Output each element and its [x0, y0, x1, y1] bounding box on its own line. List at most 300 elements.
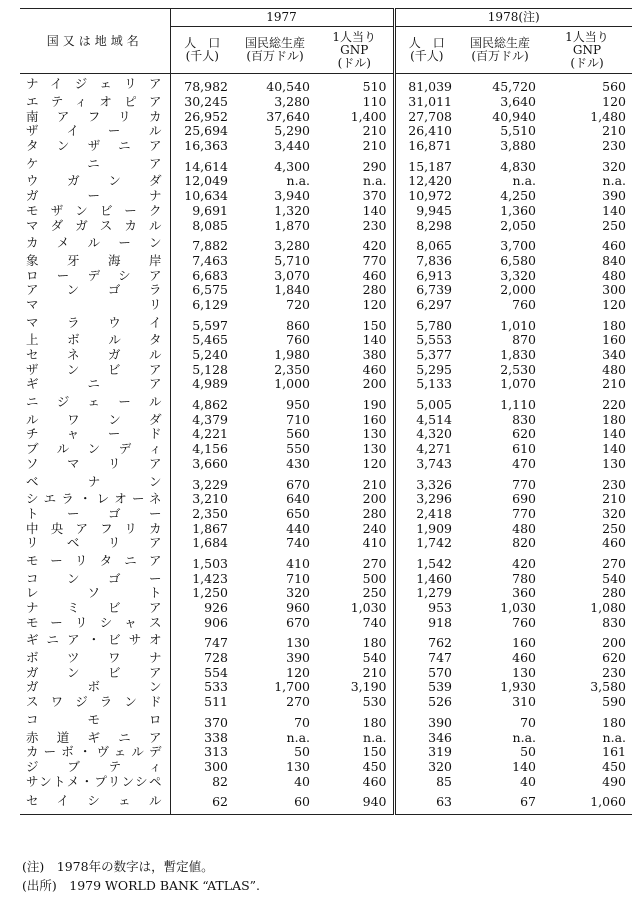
- gnp-1977-cell: 4,300: [274, 158, 310, 174]
- gnp-1978-cell: 770: [512, 476, 536, 492]
- table-row: [20, 442, 632, 457]
- country-name: トーゴー: [26, 505, 162, 521]
- per-capita-gnp-1978-cell: 480: [602, 267, 626, 283]
- gnp-1977-cell: 3,070: [274, 267, 310, 283]
- population-1977-cell: 554: [170, 665, 234, 680]
- population-1977-cell: 25,694: [170, 124, 234, 139]
- per-capita-gnp-1978-cell: 320: [602, 505, 626, 521]
- table-row: [20, 218, 632, 233]
- country-name: 赤道ギニア: [26, 729, 162, 745]
- population-1978-cell: 15,187: [394, 153, 458, 174]
- table-row: [20, 139, 632, 154]
- population-1978-cell: 5,377: [394, 348, 458, 363]
- population-1977-cell: 4,221: [170, 427, 234, 442]
- country-name: ニジェール: [26, 394, 162, 410]
- gnp-1978-cell: 4,830: [500, 158, 536, 174]
- country-name: コモロ: [26, 711, 162, 727]
- per-capita-gnp-1978-cell: 160: [602, 332, 626, 348]
- gnp-1978-cell: 760: [512, 296, 536, 312]
- population-1978-cell: 8,298: [394, 218, 458, 233]
- per-capita-gnp-1977-cell: 120: [362, 296, 387, 312]
- population-1978-cell: 81,039: [394, 74, 458, 95]
- population-1978-cell: 6,739: [394, 283, 458, 298]
- per-capita-gnp-1977-cell: 770: [362, 252, 387, 268]
- per-capita-gnp-1978-cell: 840: [602, 252, 626, 268]
- country-name: モーリタニア: [26, 552, 162, 568]
- gnp-1977-cell: 3,280: [274, 238, 310, 254]
- population-1977-cell: 1,250: [170, 586, 234, 601]
- per-capita-gnp-1977-header: 1人当り GNP (ドル): [316, 27, 394, 74]
- gnp-1977-cell: 5,290: [274, 123, 310, 139]
- table-row: [20, 774, 632, 789]
- per-capita-gnp-1978-cell: 200: [602, 635, 626, 651]
- population-1977-cell: 5,128: [170, 362, 234, 377]
- population-1977-cell: 5,597: [170, 312, 234, 333]
- table-row: [20, 392, 632, 413]
- country-name: ガーナ: [26, 188, 162, 204]
- per-capita-gnp-1977-cell: 200: [362, 491, 387, 507]
- population-1978-cell: 3,743: [394, 457, 458, 472]
- per-capita-gnp-1978-header: 1人当り GNP (ドル): [542, 27, 632, 74]
- population-1978-cell: 320: [394, 760, 458, 775]
- country-name: ナイジェリア: [26, 76, 162, 92]
- gnp-1977-cell: 320: [286, 585, 310, 601]
- gnp-1977-cell: 270: [286, 694, 310, 710]
- table-row: [20, 586, 632, 601]
- population-1978-cell: 747: [394, 651, 458, 666]
- gnp-1977-cell: 2,350: [274, 361, 310, 377]
- table-row: [20, 254, 632, 269]
- country-name: 南アフリカ: [26, 108, 162, 124]
- population-1977-cell: 16,363: [170, 139, 234, 154]
- population-1977-cell: 9,691: [170, 204, 234, 219]
- gnp-1977-cell: 440: [286, 520, 310, 536]
- population-1977-cell: 4,862: [170, 392, 234, 413]
- per-capita-gnp-1977-cell: 210: [362, 138, 387, 154]
- table-row: [20, 710, 632, 731]
- per-capita-gnp-1977-cell: 110: [362, 94, 387, 110]
- population-1977-cell: 8,085: [170, 218, 234, 233]
- population-1978-cell: 5,133: [394, 377, 458, 392]
- per-capita-gnp-1978-cell: 250: [602, 217, 626, 233]
- population-1977-cell: 12,049: [170, 174, 234, 189]
- population-1978-cell: 1,742: [394, 536, 458, 551]
- per-capita-gnp-1977-cell: 940: [316, 789, 394, 814]
- year-1977-header: 1977: [170, 9, 394, 27]
- gnp-1978-cell: 1,360: [500, 202, 536, 218]
- gnp-1977-cell: 3,280: [274, 94, 310, 110]
- gnp-1977-cell: 710: [286, 570, 310, 586]
- per-capita-gnp-1977-cell: 140: [362, 332, 387, 348]
- per-capita-gnp-1978-cell: 620: [602, 650, 626, 666]
- population-1978-cell: 31,011: [394, 95, 458, 110]
- table-row: [20, 298, 632, 313]
- population-1978-cell: 539: [394, 680, 458, 695]
- gnp-1977-cell: 1,870: [274, 217, 310, 233]
- per-capita-gnp-1977-cell: 1,030: [350, 600, 387, 616]
- gnp-1977-cell: 960: [286, 600, 310, 616]
- per-capita-gnp-1978-cell: 270: [602, 555, 626, 571]
- gnp-1977-cell: 550: [286, 441, 310, 457]
- table-row: [20, 630, 632, 651]
- country-name: スワジランド: [26, 694, 162, 710]
- country-name: ブルンディ: [26, 441, 162, 457]
- per-capita-gnp-1978-cell: 560: [602, 79, 626, 95]
- population-1977-cell: 6,575: [170, 283, 234, 298]
- gnp-1977-cell: 410: [286, 555, 310, 571]
- per-capita-gnp-1977-cell: 290: [362, 158, 387, 174]
- gnp-1978-cell: 480: [512, 520, 536, 536]
- gnp-1978-cell: 1,010: [500, 317, 536, 333]
- country-name: エティオピア: [26, 94, 162, 110]
- country-name: 中央アフリカ: [26, 520, 162, 536]
- per-capita-gnp-1978-cell: 300: [602, 282, 626, 298]
- per-capita-gnp-1978-cell: 180: [602, 714, 626, 730]
- population-1978-cell: 5,553: [394, 333, 458, 348]
- table-row: [20, 615, 632, 630]
- country-name: マリ: [26, 296, 162, 312]
- gnp-1977-cell: 1,700: [274, 679, 310, 695]
- country-name: サントメ・プリンシペ: [26, 773, 162, 789]
- table-row: [20, 601, 632, 616]
- population-1977-cell: 3,210: [170, 492, 234, 507]
- population-1977-cell: 5,240: [170, 348, 234, 363]
- population-1978-cell: 9,945: [394, 204, 458, 219]
- population-1978-cell: 346: [394, 730, 458, 745]
- per-capita-gnp-1978-cell: 210: [602, 123, 626, 139]
- gnp-1977-cell: 70: [294, 714, 310, 730]
- population-1977-cell: 62: [170, 789, 234, 814]
- table-row: [20, 651, 632, 666]
- gnp-1977-cell: 40,540: [266, 79, 310, 95]
- gnp-1978-cell: 460: [512, 650, 536, 666]
- gnp-1977-cell: 1,320: [274, 202, 310, 218]
- population-1977-cell: 78,982: [170, 74, 234, 95]
- population-1978-cell: 1,909: [394, 521, 458, 536]
- gnp-1977-cell: 3,940: [274, 188, 310, 204]
- per-capita-gnp-1978-cell: 390: [602, 188, 626, 204]
- country-name: コンゴー: [26, 570, 162, 586]
- table-row: [20, 74, 632, 95]
- per-capita-gnp-1978-cell: 140: [602, 426, 626, 442]
- gnp-1978-cell: 40,940: [492, 108, 536, 124]
- per-capita-gnp-1978-cell: 130: [602, 455, 626, 471]
- table-row: [20, 492, 632, 507]
- population-1978-cell: 762: [394, 630, 458, 651]
- country-name: ギニア: [26, 376, 162, 392]
- population-1977-cell: 1,867: [170, 521, 234, 536]
- table-row: [20, 471, 632, 492]
- population-1977-cell: 3,660: [170, 457, 234, 472]
- population-1977-cell: 5,465: [170, 333, 234, 348]
- population-1977-cell: 728: [170, 651, 234, 666]
- per-capita-gnp-1977-cell: 120: [362, 455, 387, 471]
- population-1978-cell: 918: [394, 615, 458, 630]
- population-1977-cell: 4,156: [170, 442, 234, 457]
- country-name: ケニア: [26, 155, 162, 171]
- country-name: セイシェル: [20, 789, 170, 814]
- per-capita-gnp-1977-cell: 420: [362, 238, 387, 254]
- table-row: [20, 789, 632, 814]
- population-1978-cell: 85: [394, 774, 458, 789]
- gnp-1978-cell: 70: [520, 714, 536, 730]
- table-body: [20, 74, 632, 815]
- gnp-1977-cell: 3,440: [274, 138, 310, 154]
- table-row: [20, 124, 632, 139]
- population-1978-cell: 3,326: [394, 471, 458, 492]
- country-name: ルワンダ: [26, 411, 162, 427]
- per-capita-gnp-1977-cell: 500: [362, 570, 387, 586]
- gnp-1978-cell: 40: [520, 773, 536, 789]
- table-row: [20, 153, 632, 174]
- population-1978-cell: 16,871: [394, 139, 458, 154]
- gnp-1978-cell: 1,030: [500, 600, 536, 616]
- table-row: [20, 457, 632, 472]
- country-name: ギニア・ビサオ: [26, 632, 162, 648]
- gnp-1978-cell: 1,830: [500, 347, 536, 363]
- gnp-1978-cell: 2,530: [500, 361, 536, 377]
- per-capita-gnp-1977-cell: 250: [362, 585, 387, 601]
- population-1978-cell: 5,005: [394, 392, 458, 413]
- gnp-1978-cell: 760: [512, 614, 536, 630]
- gnp-1978-cell: 310: [512, 694, 536, 710]
- population-1978-cell: 953: [394, 601, 458, 616]
- population-1978-cell: 4,271: [394, 442, 458, 457]
- gnp-1978-cell: 3,880: [500, 138, 536, 154]
- population-1978-cell: 390: [394, 710, 458, 731]
- country-name: ベナン: [26, 473, 162, 489]
- population-1977-cell: 82: [170, 774, 234, 789]
- gnp-1977-cell: 670: [286, 614, 310, 630]
- gnp-1977-cell: 670: [286, 476, 310, 492]
- population-1977-cell: 313: [170, 745, 234, 760]
- per-capita-gnp-1978-cell: 460: [602, 238, 626, 254]
- population-1977-cell: 370: [170, 710, 234, 731]
- per-capita-gnp-1977-cell: 240: [362, 520, 387, 536]
- population-1978-cell: 1,460: [394, 571, 458, 586]
- population-1977-cell: 7,463: [170, 254, 234, 269]
- per-capita-gnp-1977-cell: 190: [362, 397, 387, 413]
- gnp-1978-cell: n.a.: [512, 173, 536, 189]
- gnp-1977-cell: 640: [286, 491, 310, 507]
- gnp-1978-cell: 6,580: [500, 252, 536, 268]
- gnp-1978-cell: 830: [512, 411, 536, 427]
- gnp-1978-cell: 820: [512, 535, 536, 551]
- country-name: シエラ・レオーネ: [26, 491, 162, 507]
- country-name: マダガスカル: [26, 217, 162, 233]
- gnp-1978-cell: 610: [512, 441, 536, 457]
- population-1977-cell: 10,634: [170, 189, 234, 204]
- gnp-1978-cell: 690: [512, 491, 536, 507]
- population-1978-cell: 4,320: [394, 427, 458, 442]
- per-capita-gnp-1977-cell: 130: [362, 441, 387, 457]
- per-capita-gnp-1977-cell: 450: [362, 758, 387, 774]
- table-row: [20, 730, 632, 745]
- gnp-1977-cell: n.a.: [286, 173, 310, 189]
- country-name: モザンビーク: [26, 202, 162, 218]
- table-row: [20, 362, 632, 377]
- table-row: [20, 348, 632, 363]
- population-1977-cell: 906: [170, 615, 234, 630]
- gnp-1977-cell: 740: [286, 535, 310, 551]
- population-1978-cell: 12,420: [394, 174, 458, 189]
- population-1977-cell: 533: [170, 680, 234, 695]
- population-1977-cell: 6,683: [170, 268, 234, 283]
- table-row: [20, 233, 632, 254]
- gnp-1978-cell: 3,640: [500, 94, 536, 110]
- population-1977-cell: 1,684: [170, 536, 234, 551]
- country-name: ソマリア: [26, 455, 162, 471]
- table-row: [20, 507, 632, 522]
- gnp-1978-cell: 770: [512, 505, 536, 521]
- table-row: [20, 695, 632, 710]
- per-capita-gnp-1978-cell: 480: [602, 361, 626, 377]
- population-1978-cell: 7,836: [394, 254, 458, 269]
- africa-gnp-table: [20, 8, 632, 815]
- table-row: [20, 189, 632, 204]
- per-capita-gnp-1977-cell: 510: [362, 79, 387, 95]
- table-row: [20, 745, 632, 760]
- country-name: モーリシャス: [26, 614, 162, 630]
- country-name: ザンビア: [26, 361, 162, 377]
- per-capita-gnp-1977-cell: 180: [362, 635, 387, 651]
- population-1978-cell: 2,418: [394, 507, 458, 522]
- gnp-1977-cell: 40: [294, 773, 310, 789]
- per-capita-gnp-1977-cell: 210: [362, 476, 387, 492]
- per-capita-gnp-1978-cell: n.a.: [602, 173, 626, 189]
- table-row: [20, 312, 632, 333]
- table-row: [20, 333, 632, 348]
- table-row: [20, 521, 632, 536]
- country-name: ナミビア: [26, 600, 162, 616]
- table-row: [20, 536, 632, 551]
- per-capita-gnp-1977-cell: 280: [362, 282, 387, 298]
- gnp-1978-cell: 4,250: [500, 188, 536, 204]
- table-row: [20, 680, 632, 695]
- table-row: [20, 95, 632, 110]
- gnp-1977-cell: 60: [234, 789, 316, 814]
- country-name: リベリア: [26, 535, 162, 551]
- gnp-1978-cell: 5,510: [500, 123, 536, 139]
- population-1977-cell: 1,503: [170, 551, 234, 572]
- per-capita-gnp-1977-cell: 130: [362, 426, 387, 442]
- country-name: レソト: [26, 585, 162, 601]
- per-capita-gnp-1978-cell: 280: [602, 585, 626, 601]
- per-capita-gnp-1978-cell: 340: [602, 347, 626, 363]
- per-capita-gnp-1977-cell: n.a.: [363, 173, 387, 189]
- gnp-1977-cell: 430: [286, 455, 310, 471]
- per-capita-gnp-1977-cell: 370: [362, 188, 387, 204]
- gnp-1978-cell: 1,930: [500, 679, 536, 695]
- gnp-1977-cell: 860: [286, 317, 310, 333]
- country-name: ガボン: [26, 679, 162, 695]
- population-1977-cell: 3,229: [170, 471, 234, 492]
- population-1978-cell: 570: [394, 665, 458, 680]
- per-capita-gnp-1978-cell: 230: [602, 138, 626, 154]
- table-row: [20, 268, 632, 283]
- gnp-1977-cell: 760: [286, 332, 310, 348]
- country-name: 象牙海岸: [26, 252, 162, 268]
- population-1977-cell: 4,379: [170, 412, 234, 427]
- country-name: マラウイ: [26, 314, 162, 330]
- country-name: カメルーン: [26, 235, 162, 251]
- per-capita-gnp-1978-cell: 3,580: [590, 679, 626, 695]
- per-capita-gnp-1978-cell: 210: [602, 491, 626, 507]
- per-capita-gnp-1977-cell: 210: [362, 664, 387, 680]
- per-capita-gnp-1977-cell: 530: [362, 694, 387, 710]
- per-capita-gnp-1978-cell: 1,480: [590, 108, 626, 124]
- population-1977-cell: 926: [170, 601, 234, 616]
- gnp-1978-cell: 420: [512, 555, 536, 571]
- population-1977-header: 人 口 (千人): [170, 27, 234, 74]
- footnotes: [22, 857, 260, 895]
- per-capita-gnp-1977-cell: 1,400: [350, 108, 387, 124]
- population-1977-cell: 7,882: [170, 233, 234, 254]
- gnp-1978-cell: 140: [512, 758, 536, 774]
- gnp-1977-cell: 720: [286, 296, 310, 312]
- gnp-1978-cell: 3,320: [500, 267, 536, 283]
- population-1977-cell: 338: [170, 730, 234, 745]
- table-row: [20, 571, 632, 586]
- per-capita-gnp-1977-cell: 160: [362, 411, 387, 427]
- country-name: タンザニア: [26, 138, 162, 154]
- per-capita-gnp-1977-cell: 410: [362, 535, 387, 551]
- gnp-1978-cell: 3,700: [500, 238, 536, 254]
- population-1977-cell: 511: [170, 695, 234, 710]
- per-capita-gnp-1978-cell: 180: [602, 317, 626, 333]
- country-name: ガンビア: [26, 664, 162, 680]
- gnp-1978-cell: 130: [512, 664, 536, 680]
- per-capita-gnp-1978-cell: 320: [602, 158, 626, 174]
- gnp-1978-cell: 360: [512, 585, 536, 601]
- per-capita-gnp-1978-cell: 140: [602, 202, 626, 218]
- gnp-1978-cell: 1,110: [500, 397, 536, 413]
- per-capita-gnp-1977-cell: 180: [362, 714, 387, 730]
- gnp-1978-cell: 620: [512, 426, 536, 442]
- gnp-1977-cell: 1,980: [274, 347, 310, 363]
- gnp-1977-cell: 560: [286, 426, 310, 442]
- gnp-1977-cell: 1,840: [274, 282, 310, 298]
- per-capita-gnp-1978-cell: 161: [602, 744, 626, 760]
- country-name: ジブティ: [26, 758, 162, 774]
- table-row: [20, 377, 632, 392]
- per-capita-gnp-1977-cell: 150: [362, 744, 387, 760]
- per-capita-gnp-1978-cell: 1,080: [590, 600, 626, 616]
- population-1978-cell: 5,780: [394, 312, 458, 333]
- population-1978-cell: 3,296: [394, 492, 458, 507]
- per-capita-gnp-1977-cell: 540: [362, 650, 387, 666]
- per-capita-gnp-1977-cell: 460: [362, 773, 387, 789]
- table-row: [20, 427, 632, 442]
- gnp-1977-cell: 710: [286, 411, 310, 427]
- per-capita-gnp-1978-cell: 1,060: [542, 789, 632, 814]
- gnp-1978-cell: 870: [512, 332, 536, 348]
- gnp-1977-cell: n.a.: [286, 729, 310, 745]
- per-capita-gnp-1977-cell: 140: [362, 202, 387, 218]
- per-capita-gnp-1978-cell: 490: [602, 773, 626, 789]
- gnp-1978-header: 国民総生産 (百万ドル): [458, 27, 542, 74]
- country-name: アンゴラ: [26, 282, 162, 298]
- year-1978-header: 1978(注): [394, 9, 632, 27]
- per-capita-gnp-1978-cell: 250: [602, 520, 626, 536]
- population-1978-cell: 526: [394, 695, 458, 710]
- per-capita-gnp-1978-cell: 450: [602, 758, 626, 774]
- per-capita-gnp-1977-cell: 3,190: [350, 679, 387, 695]
- per-capita-gnp-1978-cell: 230: [602, 664, 626, 680]
- per-capita-gnp-1978-cell: 540: [602, 570, 626, 586]
- per-capita-gnp-1977-cell: 210: [362, 123, 387, 139]
- gnp-1977-cell: 120: [286, 664, 310, 680]
